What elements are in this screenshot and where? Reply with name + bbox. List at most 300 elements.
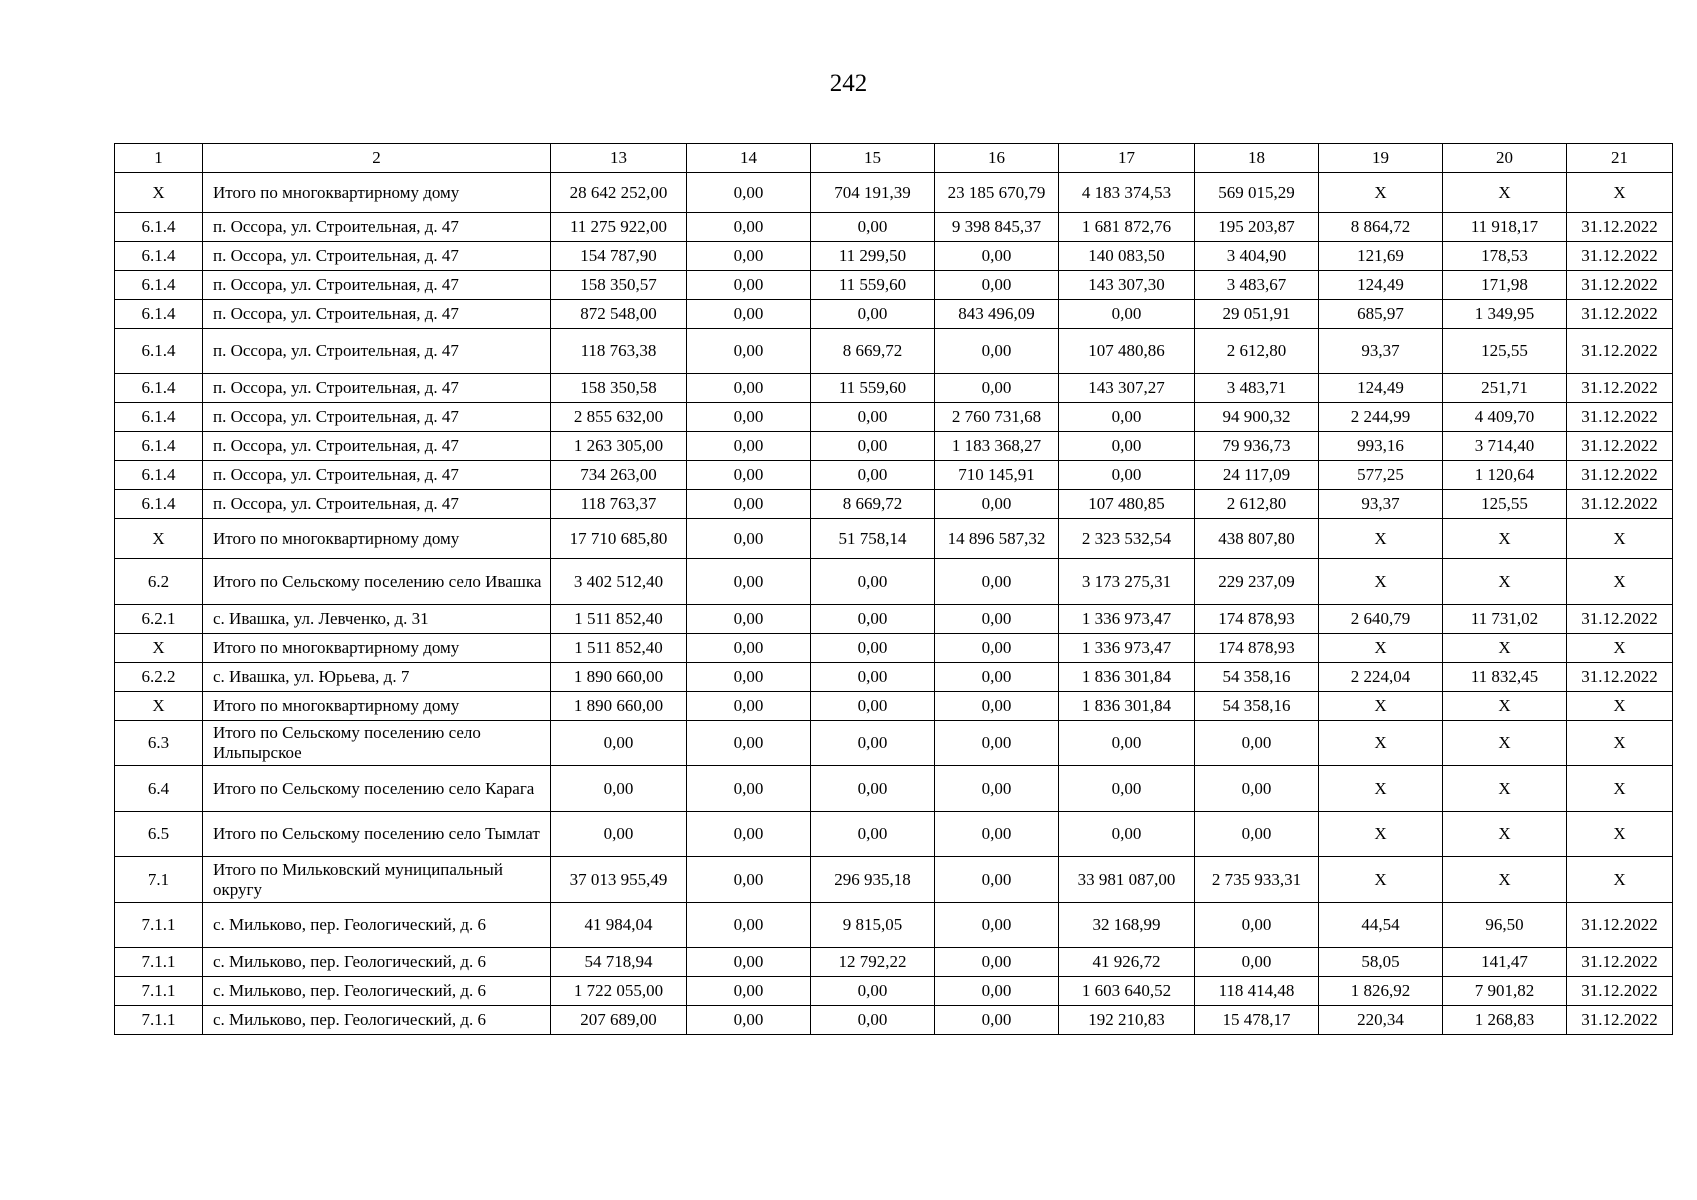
name-cell: с. Ивашка, ул. Левченко, д. 31 xyxy=(203,605,551,634)
table-cell: 1 268,83 xyxy=(1443,1006,1567,1035)
table-cell: 154 787,90 xyxy=(551,242,687,271)
table-cell: 140 083,50 xyxy=(1059,242,1195,271)
table-cell: 0,00 xyxy=(1059,461,1195,490)
table-cell: 6.1.4 xyxy=(115,213,203,242)
table-cell: 0,00 xyxy=(551,721,687,766)
table-row xyxy=(115,519,1673,559)
header-cell: 17 xyxy=(1059,144,1195,173)
table-cell: 118 763,37 xyxy=(551,490,687,519)
table-cell: 0,00 xyxy=(1195,948,1319,977)
table-cell: 0,00 xyxy=(811,977,935,1006)
table-cell: 0,00 xyxy=(811,403,935,432)
table-row xyxy=(115,242,1673,271)
table-cell: Х xyxy=(1443,766,1567,812)
header-cell: 13 xyxy=(551,144,687,173)
table-cell: 158 350,58 xyxy=(551,374,687,403)
table-cell: 0,00 xyxy=(935,857,1059,903)
table-cell: 0,00 xyxy=(687,461,811,490)
name-cell: п. Оссора, ул. Строительная, д. 47 xyxy=(203,300,551,329)
table-cell: 93,37 xyxy=(1319,329,1443,374)
table-row xyxy=(115,490,1673,519)
table-cell: 41 926,72 xyxy=(1059,948,1195,977)
table-cell: 0,00 xyxy=(811,213,935,242)
name-cell: Итого по многоквартирному дому xyxy=(203,692,551,721)
table-cell: 2 735 933,31 xyxy=(1195,857,1319,903)
header-cell: 16 xyxy=(935,144,1059,173)
name-cell: п. Оссора, ул. Строительная, д. 47 xyxy=(203,461,551,490)
table-cell: 141,47 xyxy=(1443,948,1567,977)
table-cell: 54 358,16 xyxy=(1195,663,1319,692)
table-cell: 0,00 xyxy=(811,721,935,766)
table-cell: 0,00 xyxy=(687,213,811,242)
name-cell: п. Оссора, ул. Строительная, д. 47 xyxy=(203,242,551,271)
table-cell: 178,53 xyxy=(1443,242,1567,271)
name-cell: п. Оссора, ул. Строительная, д. 47 xyxy=(203,213,551,242)
table-cell: 7.1.1 xyxy=(115,903,203,948)
name-cell: Итого по Сельскому поселению село Тымлат xyxy=(203,812,551,857)
table-cell: Х xyxy=(1319,857,1443,903)
table-cell: 0,00 xyxy=(935,490,1059,519)
table-cell: 143 307,27 xyxy=(1059,374,1195,403)
name-cell: п. Оссора, ул. Строительная, д. 47 xyxy=(203,329,551,374)
table-row xyxy=(115,329,1673,374)
table-cell: 6.1.4 xyxy=(115,329,203,374)
table-cell: 2 855 632,00 xyxy=(551,403,687,432)
name-cell: с. Ивашка, ул. Юрьева, д. 7 xyxy=(203,663,551,692)
table-cell: 0,00 xyxy=(935,977,1059,1006)
table-cell: 33 981 087,00 xyxy=(1059,857,1195,903)
table-cell: 107 480,85 xyxy=(1059,490,1195,519)
name-cell: Итого по Мильковский муниципальный округу xyxy=(203,857,551,903)
table-cell: 6.1.4 xyxy=(115,490,203,519)
table-cell: 0,00 xyxy=(935,242,1059,271)
table-cell: 1 836 301,84 xyxy=(1059,663,1195,692)
table-cell: 174 878,93 xyxy=(1195,634,1319,663)
table-cell: 0,00 xyxy=(687,692,811,721)
table-cell: 843 496,09 xyxy=(935,300,1059,329)
table-cell: 685,97 xyxy=(1319,300,1443,329)
table-cell: 704 191,39 xyxy=(811,173,935,213)
table-cell: 9 815,05 xyxy=(811,903,935,948)
table-cell: 192 210,83 xyxy=(1059,1006,1195,1035)
table-cell: 0,00 xyxy=(687,721,811,766)
table-cell: 143 307,30 xyxy=(1059,271,1195,300)
table-cell: 1 120,64 xyxy=(1443,461,1567,490)
table-cell: 8 669,72 xyxy=(811,329,935,374)
table-row xyxy=(115,559,1673,605)
table-cell: 11 832,45 xyxy=(1443,663,1567,692)
header-cell: 1 xyxy=(115,144,203,173)
table-cell: 0,00 xyxy=(811,692,935,721)
name-cell: п. Оссора, ул. Строительная, д. 47 xyxy=(203,490,551,519)
table-cell: 4 409,70 xyxy=(1443,403,1567,432)
table-cell: 118 414,48 xyxy=(1195,977,1319,1006)
table-cell: 24 117,09 xyxy=(1195,461,1319,490)
name-cell: п. Оссора, ул. Строительная, д. 47 xyxy=(203,432,551,461)
table-cell: 31.12.2022 xyxy=(1567,461,1673,490)
table-cell: 1 183 368,27 xyxy=(935,432,1059,461)
table-cell: 296 935,18 xyxy=(811,857,935,903)
table-cell: 0,00 xyxy=(687,300,811,329)
table-cell: 0,00 xyxy=(935,903,1059,948)
table-cell: 4 183 374,53 xyxy=(1059,173,1195,213)
name-cell: Итого по Сельскому поселению село Карага xyxy=(203,766,551,812)
table-cell: 0,00 xyxy=(935,948,1059,977)
table-cell: 94 900,32 xyxy=(1195,403,1319,432)
table-cell: 31.12.2022 xyxy=(1567,271,1673,300)
table-row xyxy=(115,1006,1673,1035)
table-cell: 29 051,91 xyxy=(1195,300,1319,329)
table-cell: 11 299,50 xyxy=(811,242,935,271)
table-cell: Х xyxy=(1567,812,1673,857)
table-cell: 229 237,09 xyxy=(1195,559,1319,605)
table-cell: 124,49 xyxy=(1319,374,1443,403)
table-row xyxy=(115,271,1673,300)
table-cell: 11 275 922,00 xyxy=(551,213,687,242)
table-row xyxy=(115,403,1673,432)
name-cell: Итого по многоквартирному дому xyxy=(203,173,551,213)
table-cell: 0,00 xyxy=(811,432,935,461)
table-cell: Х xyxy=(1319,173,1443,213)
table-cell: 51 758,14 xyxy=(811,519,935,559)
table-cell: 1 722 055,00 xyxy=(551,977,687,1006)
table-cell: 31.12.2022 xyxy=(1567,242,1673,271)
table-cell: Х xyxy=(1443,173,1567,213)
table-cell: 569 015,29 xyxy=(1195,173,1319,213)
name-cell: Итого по многоквартирному дому xyxy=(203,519,551,559)
table-cell: 0,00 xyxy=(687,490,811,519)
table-cell: 32 168,99 xyxy=(1059,903,1195,948)
table-cell: 0,00 xyxy=(935,663,1059,692)
table-row xyxy=(115,374,1673,403)
table-cell: 1 836 301,84 xyxy=(1059,692,1195,721)
table-cell: Х xyxy=(1443,634,1567,663)
table-cell: Х xyxy=(115,692,203,721)
table-cell: 7.1 xyxy=(115,857,203,903)
table-cell: 6.1.4 xyxy=(115,374,203,403)
table-cell: 2 224,04 xyxy=(1319,663,1443,692)
table-cell: 0,00 xyxy=(811,605,935,634)
table-cell: 2 640,79 xyxy=(1319,605,1443,634)
table-cell: 0,00 xyxy=(811,663,935,692)
table-cell: 0,00 xyxy=(1195,721,1319,766)
name-cell: с. Мильково, пер. Геологический, д. 6 xyxy=(203,1006,551,1035)
table-cell: 31.12.2022 xyxy=(1567,432,1673,461)
table-cell: 0,00 xyxy=(1059,432,1195,461)
table-cell: 0,00 xyxy=(687,903,811,948)
table-cell: 3 173 275,31 xyxy=(1059,559,1195,605)
name-cell: п. Оссора, ул. Строительная, д. 47 xyxy=(203,271,551,300)
table-cell: 31.12.2022 xyxy=(1567,490,1673,519)
table-cell: 3 404,90 xyxy=(1195,242,1319,271)
table-cell: 1 890 660,00 xyxy=(551,663,687,692)
table-row xyxy=(115,692,1673,721)
table-cell: 3 402 512,40 xyxy=(551,559,687,605)
table-cell: 0,00 xyxy=(687,559,811,605)
table-cell: 31.12.2022 xyxy=(1567,1006,1673,1035)
table-cell: 6.1.4 xyxy=(115,432,203,461)
table-cell: 1 336 973,47 xyxy=(1059,634,1195,663)
table-cell: 6.1.4 xyxy=(115,300,203,329)
table-cell: Х xyxy=(1567,634,1673,663)
table-cell: 11 731,02 xyxy=(1443,605,1567,634)
table-cell: 2 612,80 xyxy=(1195,329,1319,374)
table-cell: 220,34 xyxy=(1319,1006,1443,1035)
table-cell: Х xyxy=(1319,559,1443,605)
table-cell: Х xyxy=(115,519,203,559)
table-cell: 0,00 xyxy=(687,766,811,812)
table-cell: 121,69 xyxy=(1319,242,1443,271)
table-cell: 0,00 xyxy=(687,605,811,634)
table-row xyxy=(115,766,1673,812)
table-cell: 0,00 xyxy=(687,948,811,977)
table-cell: 195 203,87 xyxy=(1195,213,1319,242)
table-cell: 37 013 955,49 xyxy=(551,857,687,903)
table-cell: 0,00 xyxy=(811,300,935,329)
table-cell: 0,00 xyxy=(935,766,1059,812)
table-cell: 0,00 xyxy=(1059,403,1195,432)
table-cell: 7.1.1 xyxy=(115,948,203,977)
table-cell: 107 480,86 xyxy=(1059,329,1195,374)
table-cell: 0,00 xyxy=(687,374,811,403)
table-cell: 11 559,60 xyxy=(811,271,935,300)
table-cell: 0,00 xyxy=(935,721,1059,766)
page-number: 242 xyxy=(829,70,868,97)
table-row xyxy=(115,812,1673,857)
table-cell: 23 185 670,79 xyxy=(935,173,1059,213)
table-cell: Х xyxy=(1567,766,1673,812)
name-cell: п. Оссора, ул. Строительная, д. 47 xyxy=(203,403,551,432)
table-cell: 31.12.2022 xyxy=(1567,903,1673,948)
table-cell: 0,00 xyxy=(935,1006,1059,1035)
table-cell: 1 890 660,00 xyxy=(551,692,687,721)
table-cell: Х xyxy=(1567,173,1673,213)
table-cell: 1 511 852,40 xyxy=(551,634,687,663)
table-cell: 3 483,71 xyxy=(1195,374,1319,403)
table-cell: Х xyxy=(115,634,203,663)
table-cell: 31.12.2022 xyxy=(1567,663,1673,692)
table-cell: 0,00 xyxy=(687,432,811,461)
table-row xyxy=(115,605,1673,634)
table-cell: 58,05 xyxy=(1319,948,1443,977)
table-cell: 79 936,73 xyxy=(1195,432,1319,461)
table-cell: 0,00 xyxy=(811,461,935,490)
table-cell: 0,00 xyxy=(935,812,1059,857)
table-cell: 6.5 xyxy=(115,812,203,857)
table-cell: 0,00 xyxy=(1059,766,1195,812)
data-table xyxy=(114,143,1673,1035)
table-cell: 2 612,80 xyxy=(1195,490,1319,519)
table-cell: 0,00 xyxy=(935,692,1059,721)
table-cell: 6.1.4 xyxy=(115,271,203,300)
table-cell: 31.12.2022 xyxy=(1567,948,1673,977)
header-cell: 21 xyxy=(1567,144,1673,173)
table-cell: 15 478,17 xyxy=(1195,1006,1319,1035)
table-row xyxy=(115,634,1673,663)
table-row xyxy=(115,432,1673,461)
header-cell: 20 xyxy=(1443,144,1567,173)
table-cell: 2 760 731,68 xyxy=(935,403,1059,432)
table-cell: 31.12.2022 xyxy=(1567,213,1673,242)
name-cell: Итого по Сельскому поселению село Ивашка xyxy=(203,559,551,605)
table-cell: 93,37 xyxy=(1319,490,1443,519)
table-cell: Х xyxy=(1443,812,1567,857)
table-cell: Х xyxy=(1443,519,1567,559)
table-cell: 9 398 845,37 xyxy=(935,213,1059,242)
table-row xyxy=(115,903,1673,948)
table-cell: 710 145,91 xyxy=(935,461,1059,490)
table-cell: 174 878,93 xyxy=(1195,605,1319,634)
table-cell: 31.12.2022 xyxy=(1567,329,1673,374)
table-cell: Х xyxy=(1443,857,1567,903)
table-cell: 251,71 xyxy=(1443,374,1567,403)
table-cell: 0,00 xyxy=(687,663,811,692)
table-cell: 0,00 xyxy=(1195,903,1319,948)
table-cell: 3 483,67 xyxy=(1195,271,1319,300)
header-cell: 19 xyxy=(1319,144,1443,173)
table-cell: 6.4 xyxy=(115,766,203,812)
table-cell: Х xyxy=(1567,692,1673,721)
header-cell: 15 xyxy=(811,144,935,173)
table-cell: Х xyxy=(1319,634,1443,663)
table-cell: Х xyxy=(1567,857,1673,903)
table-cell: 0,00 xyxy=(687,403,811,432)
table-cell: 734 263,00 xyxy=(551,461,687,490)
table-cell: 1 336 973,47 xyxy=(1059,605,1195,634)
table-cell: 993,16 xyxy=(1319,432,1443,461)
table-cell: 0,00 xyxy=(687,1006,811,1035)
table-cell: 207 689,00 xyxy=(551,1006,687,1035)
table-row xyxy=(115,663,1673,692)
table-row xyxy=(115,977,1673,1006)
table-cell: 0,00 xyxy=(935,329,1059,374)
table-row xyxy=(115,948,1673,977)
table-cell: 0,00 xyxy=(1195,766,1319,812)
table-cell: 44,54 xyxy=(1319,903,1443,948)
header-cell: 2 xyxy=(203,144,551,173)
table-cell: 7.1.1 xyxy=(115,1006,203,1035)
header-cell: 14 xyxy=(687,144,811,173)
table-cell: 0,00 xyxy=(1059,812,1195,857)
table-cell: 0,00 xyxy=(935,605,1059,634)
table-cell: 1 826,92 xyxy=(1319,977,1443,1006)
name-cell: с. Мильково, пер. Геологический, д. 6 xyxy=(203,977,551,1006)
table-cell: 31.12.2022 xyxy=(1567,977,1673,1006)
table-cell: 8 669,72 xyxy=(811,490,935,519)
table-cell: 2 323 532,54 xyxy=(1059,519,1195,559)
table-cell: 0,00 xyxy=(1059,300,1195,329)
table-cell: Х xyxy=(1443,559,1567,605)
header-row xyxy=(115,144,1673,173)
table-cell: 6.2.2 xyxy=(115,663,203,692)
table-cell: 7.1.1 xyxy=(115,977,203,1006)
table-cell: 0,00 xyxy=(687,634,811,663)
table-cell: Х xyxy=(1567,559,1673,605)
table-cell: 6.2.1 xyxy=(115,605,203,634)
table-cell: Х xyxy=(115,173,203,213)
table-cell: Х xyxy=(1567,519,1673,559)
table-cell: 7 901,82 xyxy=(1443,977,1567,1006)
table-cell: 1 681 872,76 xyxy=(1059,213,1195,242)
table-cell: 171,98 xyxy=(1443,271,1567,300)
name-cell: Итого по многоквартирному дому xyxy=(203,634,551,663)
table-cell: 0,00 xyxy=(811,812,935,857)
table-cell: 31.12.2022 xyxy=(1567,374,1673,403)
table-cell: 41 984,04 xyxy=(551,903,687,948)
table-cell: 124,49 xyxy=(1319,271,1443,300)
table-row xyxy=(115,461,1673,490)
table-cell: 3 714,40 xyxy=(1443,432,1567,461)
table-cell: 872 548,00 xyxy=(551,300,687,329)
table-cell: Х xyxy=(1319,519,1443,559)
table-cell: 0,00 xyxy=(935,559,1059,605)
table-cell: 8 864,72 xyxy=(1319,213,1443,242)
table-cell: 125,55 xyxy=(1443,490,1567,519)
table-cell: Х xyxy=(1443,721,1567,766)
table-cell: Х xyxy=(1443,692,1567,721)
table-cell: 11 559,60 xyxy=(811,374,935,403)
table-cell: 0,00 xyxy=(1195,812,1319,857)
table-cell: 0,00 xyxy=(811,559,935,605)
table-cell: 0,00 xyxy=(687,519,811,559)
table-row xyxy=(115,721,1673,766)
table-cell: Х xyxy=(1319,721,1443,766)
table-cell: 0,00 xyxy=(935,634,1059,663)
table-cell: 1 263 305,00 xyxy=(551,432,687,461)
table-cell: 54 358,16 xyxy=(1195,692,1319,721)
table-cell: 0,00 xyxy=(1059,721,1195,766)
table-cell: 6.1.4 xyxy=(115,242,203,271)
table-cell: 0,00 xyxy=(811,766,935,812)
table-cell: 158 350,57 xyxy=(551,271,687,300)
table-cell: Х xyxy=(1319,812,1443,857)
table-cell: 0,00 xyxy=(935,271,1059,300)
table-cell: 0,00 xyxy=(551,812,687,857)
table-cell: 6.1.4 xyxy=(115,403,203,432)
table-cell: 28 642 252,00 xyxy=(551,173,687,213)
table-cell: 96,50 xyxy=(1443,903,1567,948)
table-cell: 31.12.2022 xyxy=(1567,300,1673,329)
table-cell: 0,00 xyxy=(687,242,811,271)
table-cell: 0,00 xyxy=(687,271,811,300)
table-cell: 31.12.2022 xyxy=(1567,605,1673,634)
table-cell: 31.12.2022 xyxy=(1567,403,1673,432)
table-row xyxy=(115,300,1673,329)
table-cell: Х xyxy=(1319,766,1443,812)
table-cell: 1 511 852,40 xyxy=(551,605,687,634)
table-cell: 0,00 xyxy=(687,977,811,1006)
table-row xyxy=(115,173,1673,213)
table-cell: 0,00 xyxy=(687,812,811,857)
table-row xyxy=(115,857,1673,903)
table-cell: 6.2 xyxy=(115,559,203,605)
table-cell: 11 918,17 xyxy=(1443,213,1567,242)
table-cell: 17 710 685,80 xyxy=(551,519,687,559)
table-cell: 0,00 xyxy=(935,374,1059,403)
table-cell: 6.1.4 xyxy=(115,461,203,490)
name-cell: с. Мильково, пер. Геологический, д. 6 xyxy=(203,903,551,948)
table-cell: 577,25 xyxy=(1319,461,1443,490)
name-cell: с. Мильково, пер. Геологический, д. 6 xyxy=(203,948,551,977)
table-cell: 438 807,80 xyxy=(1195,519,1319,559)
table-row xyxy=(115,213,1673,242)
name-cell: Итого по Сельскому поселению село Ильпырское xyxy=(203,721,551,766)
table-cell: 0,00 xyxy=(811,634,935,663)
table-cell: 125,55 xyxy=(1443,329,1567,374)
table-cell: Х xyxy=(1319,692,1443,721)
table-cell: 12 792,22 xyxy=(811,948,935,977)
table-cell: 2 244,99 xyxy=(1319,403,1443,432)
